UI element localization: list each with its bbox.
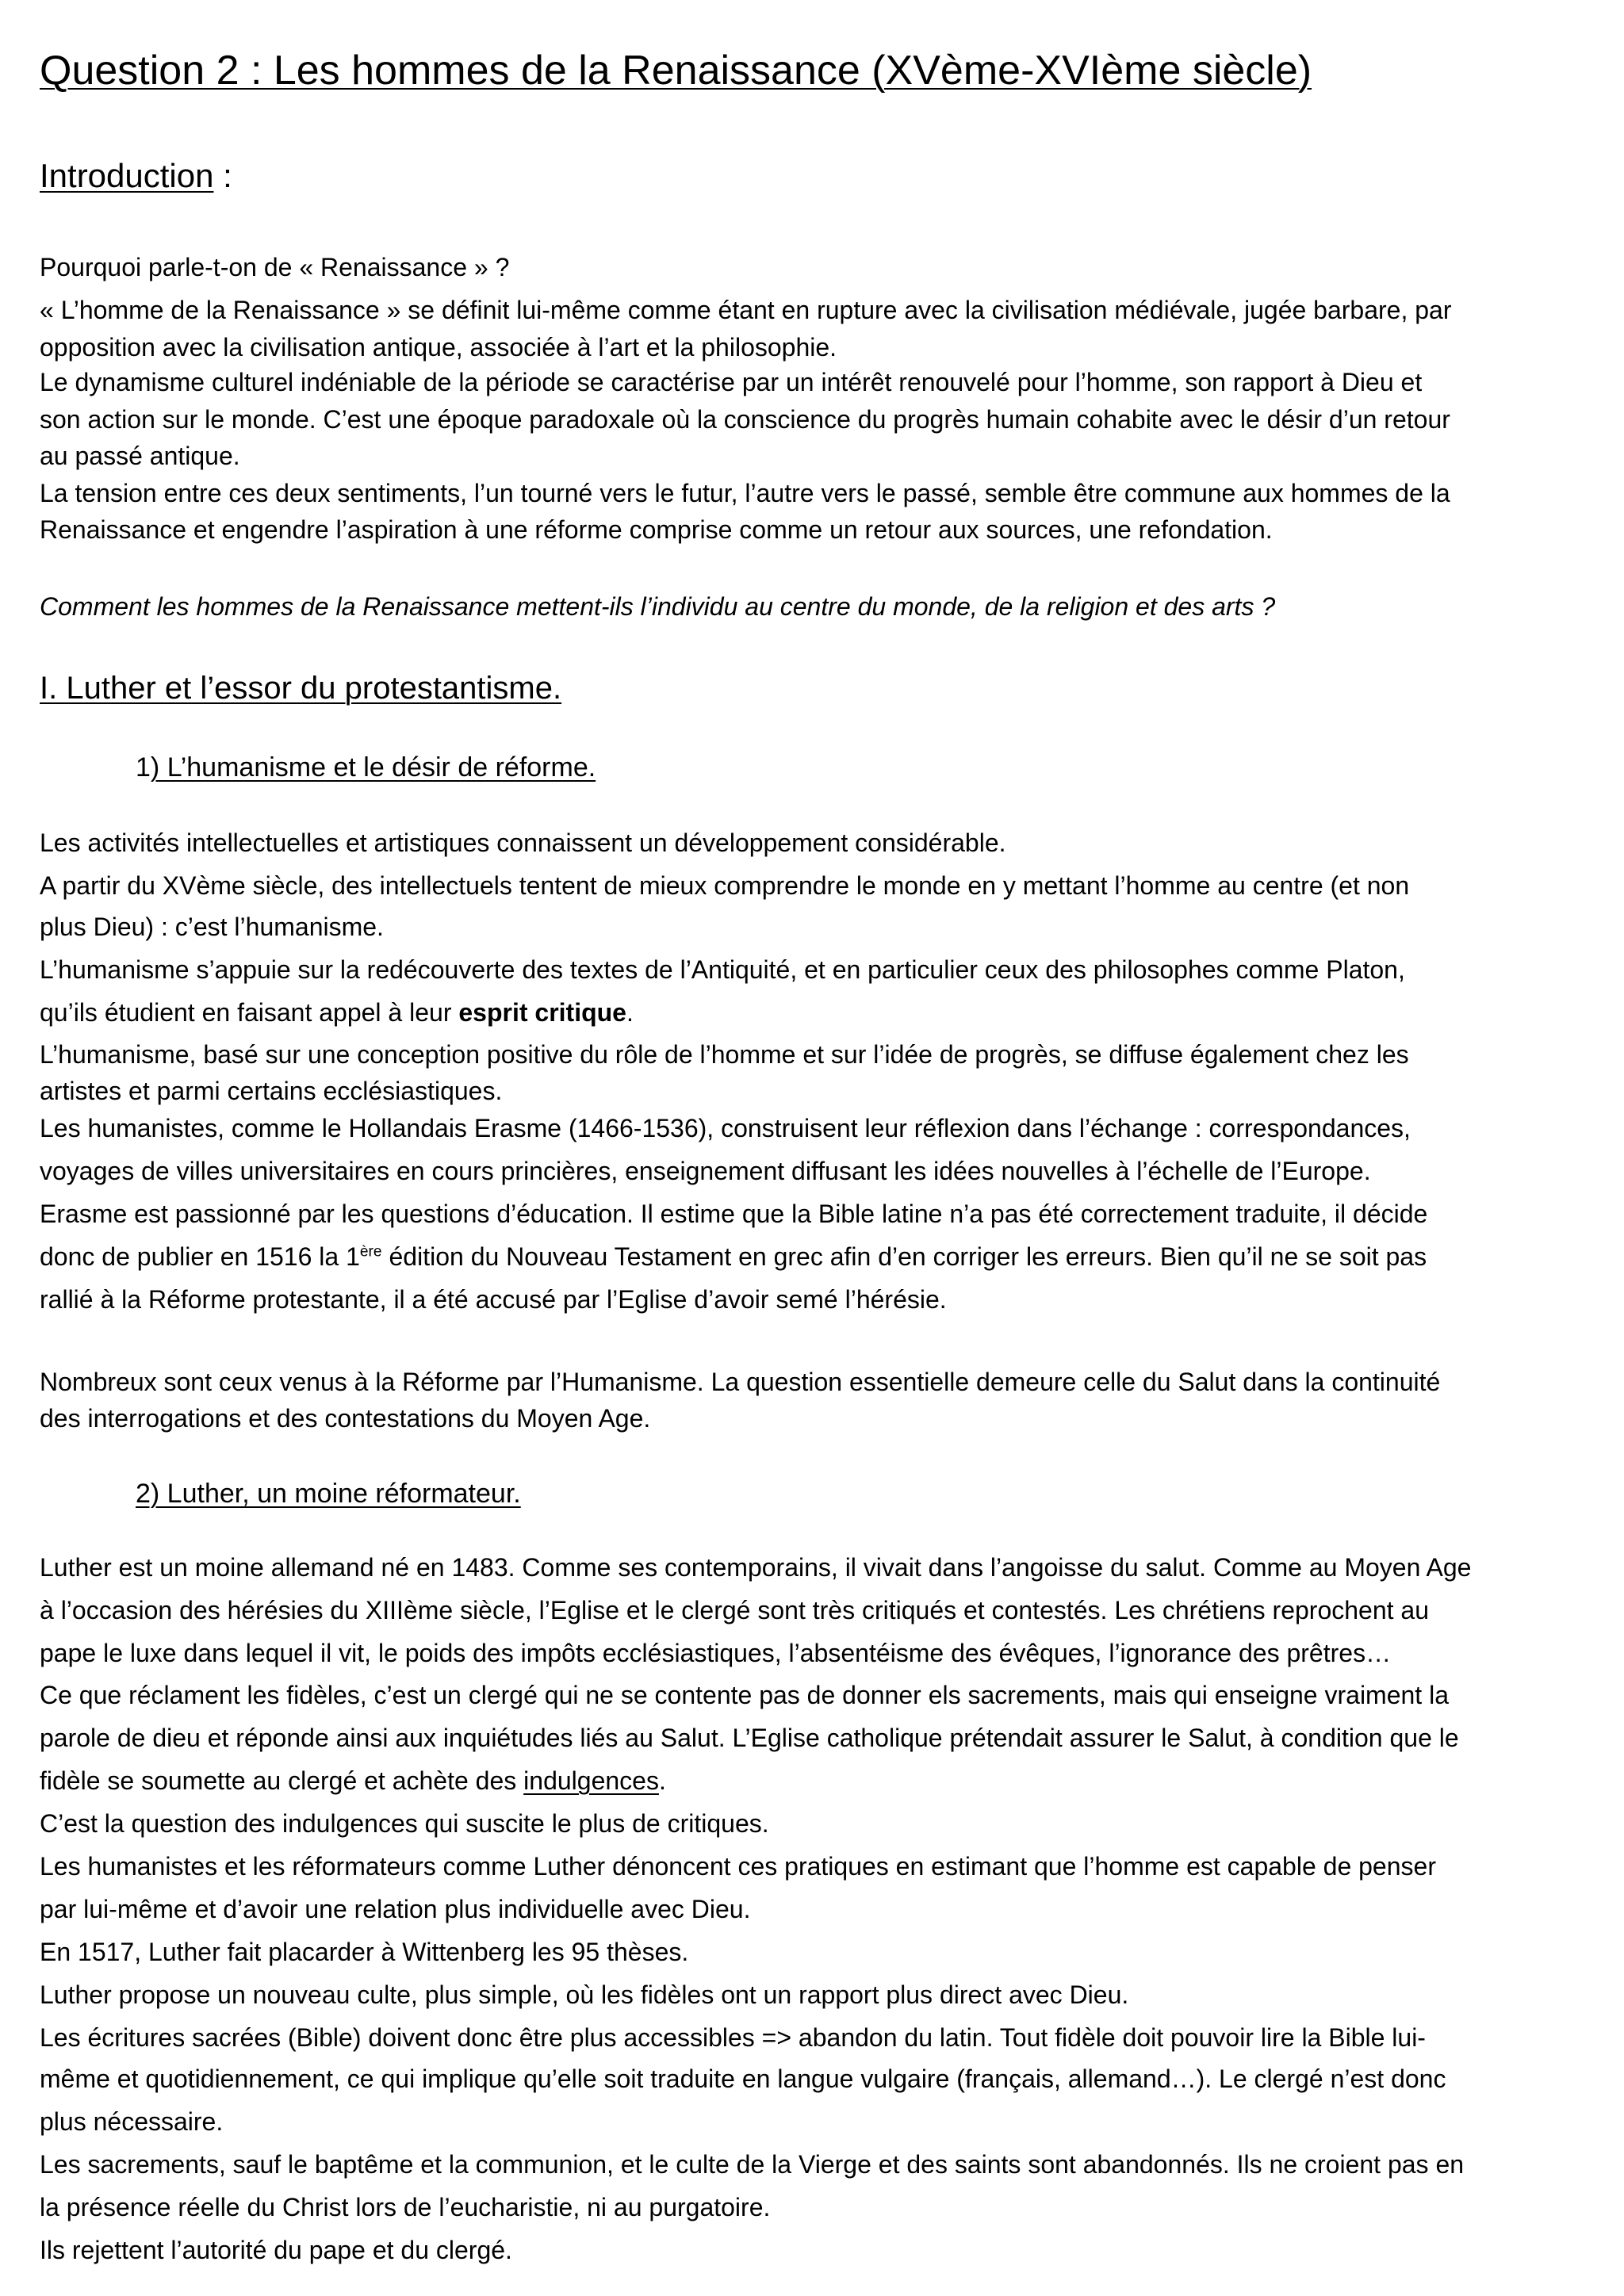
- line-text: .: [626, 998, 634, 1027]
- paragraph-line: Erasme est passionné par les questions d’éducation. Il estime que la Bible latine n’a pas été correctement traduite, il décide: [40, 1200, 1428, 1228]
- paragraph-line: Ce que réclament les fidèles, c’est un clergé qui ne se contente pas de donner els sacrements, mais qui enseigne vraiment la: [40, 1681, 1449, 1709]
- introduction-heading: [40, 155, 1594, 197]
- part-one-heading: I. Luther et l’essor du protestantisme.: [40, 671, 562, 706]
- paragraph-line: plus nécessaire.: [40, 2107, 224, 2136]
- paragraph-line: A partir du XVème siècle, des intellectuels tentent de mieux comprendre le monde en y mettant l’homme au centre (et non: [40, 871, 1410, 900]
- superscript: ère: [359, 1243, 382, 1261]
- paragraph-line: plus Dieu) : c’est l’humanisme.: [40, 913, 384, 941]
- paragraph-line: L’humanisme s’appuie sur la redécouverte des textes de l’Antiquité, et en particulier ceux des philosophes comme Platon,: [40, 955, 1405, 984]
- paragraph-line: la présence réelle du Christ lors de l’eucharistie, ni au purgatoire.: [40, 2193, 771, 2221]
- page-title: Question 2 : Les hommes de la Renaissance (XVème-XVIème siècle): [40, 48, 1312, 94]
- paragraph-line: Ils rejettent l’autorité du pape et du clergé.: [40, 2236, 512, 2264]
- underlined-term: indulgences: [523, 1766, 659, 1795]
- paragraph-line: [40, 997, 1594, 1028]
- paragraph-line: même et quotidiennement, ce qui implique qu’elle soit traduite en langue vulgaire (français, allemand…). Le clergé n’est donc: [40, 2064, 1446, 2093]
- paragraph-line: Luther propose un nouveau culte, plus simple, où les fidèles ont un rapport plus direct avec Dieu.: [40, 1980, 1129, 2009]
- introduction-question: Pourquoi parle-t-on de « Renaissance » ?: [40, 253, 510, 281]
- paragraph-line: Les humanistes, comme le Hollandais Erasme (1466-1536), construisent leur réflexion dans l’échange : correspondances,: [40, 1114, 1411, 1142]
- paragraph-line: pape le luxe dans lequel il vit, le poids des impôts ecclésiastiques, l’absentéisme des évêques, l’ignorance des prêtres…: [40, 1639, 1392, 1667]
- paragraph-line: L’humanisme, basé sur une conception positive du rôle de l’homme et sur l’idée de progrès, se diffuse également chez les: [40, 1040, 1409, 1069]
- bold-term: esprit critique: [458, 998, 626, 1027]
- line-text: fidèle se soumette au clergé et achète des: [40, 1766, 524, 1795]
- paragraph-line: Les humanistes et les réformateurs comme Luther dénoncent ces pratiques en estimant que l’homme est capable de penser: [40, 1852, 1436, 1881]
- paragraph-line: opposition avec la civilisation antique, associée à l’art et la philosophie.: [40, 333, 837, 362]
- paragraph-line: Nombreux sont ceux venus à la Réforme par l’Humanisme. La question essentielle demeure celle du Salut dans la continuité: [40, 1368, 1441, 1396]
- paragraph-line: son action sur le monde. C’est une époque paradoxale où la conscience du progrès humain cohabite avec le désir d’un retour: [40, 405, 1450, 434]
- paragraph-line: La tension entre ces deux sentiments, l’un tourné vers le futur, l’autre vers le passé, semble être commune aux hommes de la: [40, 479, 1450, 507]
- paragraph-line: voyages de villes universitaires en cours princières, enseignement diffusant les idées nouvelles à l’échelle de l’Europe.: [40, 1157, 1371, 1185]
- paragraph-line: [40, 1241, 1594, 1272]
- paragraph-line: En 1517, Luther fait placarder à Wittenberg les 95 thèses.: [40, 1938, 689, 1966]
- paragraph-line: [40, 1765, 1594, 1797]
- introduction-heading-label: Introduction: [40, 157, 214, 194]
- paragraph-line: par lui-même et d’avoir une relation plus individuelle avec Dieu.: [40, 1895, 751, 1923]
- introduction-heading-colon: :: [213, 157, 232, 194]
- paragraph-line: Les activités intellectuelles et artistiques connaissent un développement considérable.: [40, 828, 1006, 857]
- paragraph-line: Renaissance et engendre l’aspiration à une réforme comprise comme un retour aux sources, une refondation.: [40, 515, 1273, 544]
- paragraph-line: parole de dieu et réponde ainsi aux inquiétudes liés au Salut. L’Eglise catholique prétendait assurer le Salut, à condition que le: [40, 1724, 1459, 1752]
- paragraph-line: des interrogations et des contestations du Moyen Age.: [40, 1404, 651, 1433]
- line-text: édition du Nouveau Testament en grec afin d’en corriger les erreurs. Bien qu’il ne se soit pas: [381, 1242, 1427, 1271]
- paragraph-line: Les sacrements, sauf le baptême et la communion, et le culte de la Vierge et des saints sont abandonnés. Ils ne croient pas en: [40, 2150, 1465, 2179]
- section-two-heading: 2) Luther, un moine réformateur.: [136, 1479, 521, 1509]
- paragraph-line: à l’occasion des hérésies du XIIIème siècle, l’Eglise et le clergé sont très critiqués et contestés. Les chrétiens reprochent au: [40, 1596, 1430, 1624]
- line-text: qu’ils étudient en faisant appel à leur: [40, 998, 459, 1027]
- paragraph-line: Le dynamisme culturel indéniable de la période se caractérise par un intérêt renouvelé pour l’homme, son rapport à Dieu et: [40, 368, 1423, 396]
- paragraph-line: C’est la question des indulgences qui suscite le plus de critiques.: [40, 1809, 769, 1838]
- paragraph-line: « L’homme de la Renaissance » se définit lui-même comme étant en rupture avec la civilisation médiévale, jugée barbare, par: [40, 296, 1452, 324]
- line-text: donc de publier en 1516 la 1: [40, 1242, 360, 1271]
- paragraph-line: au passé antique.: [40, 442, 240, 470]
- problematic-question: Comment les hommes de la Renaissance mettent-ils l’individu au centre du monde, de la religion et des arts ?: [40, 592, 1276, 621]
- section-one-number: 1: [136, 752, 151, 783]
- paragraph-line: Les écritures sacrées (Bible) doivent donc être plus accessibles => abandon du latin. Tout fidèle doit pouvoir lire la Bible lui-: [40, 2023, 1426, 2052]
- section-one-title: ) L’humanisme et le désir de réforme.: [150, 752, 596, 783]
- line-text: .: [658, 1766, 666, 1795]
- paragraph-line: artistes et parmi certains ecclésiastiques.: [40, 1077, 503, 1105]
- paragraph-line: Luther est un moine allemand né en 1483. Comme ses contemporains, il vivait dans l’angoisse du salut. Comme au Moyen Age: [40, 1553, 1472, 1582]
- section-one-heading: [136, 750, 1595, 785]
- paragraph-line: rallié à la Réforme protestante, il a été accusé par l’Eglise d’avoir semé l’hérésie.: [40, 1285, 947, 1314]
